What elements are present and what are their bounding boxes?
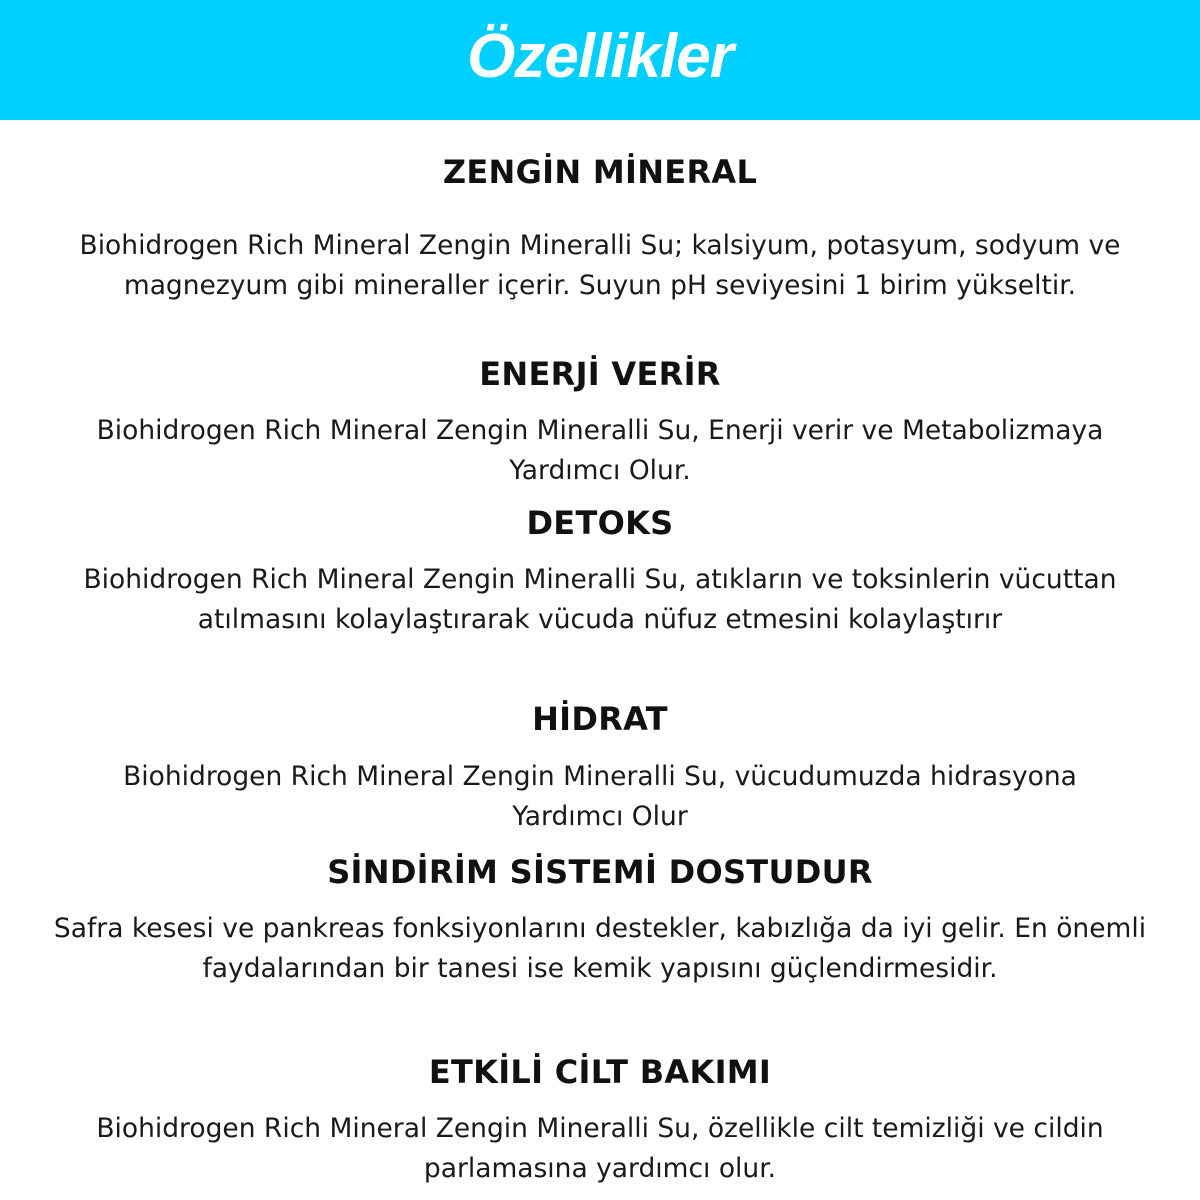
section-text-line: faydalarından bir tanesi ise kemik yapısını güçlendirmesidir.	[202, 953, 998, 984]
section-text-line: Biohidrogen Rich Mineral Zengin Mineralli Su, atıkların ve toksinlerin vücuttan	[83, 564, 1117, 595]
section-text-line: Biohidrogen Rich Mineral Zengin Mineralli Su, özellikle cilt temizliği ve cildin	[96, 1113, 1104, 1144]
page-title: Özellikler	[467, 22, 733, 91]
section-text-line: atılmasını kolaylaştırarak vücuda nüfuz etmesini kolaylaştırır	[197, 604, 1003, 635]
section-text-rich-mineral	[10, 226, 1190, 306]
section-text-skin-care	[10, 1109, 1190, 1189]
section-text-line: magnezyum gibi mineraller içerir. Suyun pH seviyesini 1 birim yükseltir.	[123, 270, 1077, 301]
section-text-line: Yardımcı Olur	[512, 801, 688, 832]
section-heading-hydrate: HİDRAT	[532, 700, 668, 738]
section-text-line: parlamasına yardımcı olur.	[423, 1153, 777, 1184]
section-heading-energy: ENERJİ VERİR	[479, 355, 721, 393]
section-text-line: Biohidrogen Rich Mineral Zengin Mineralli Su, Enerji verir ve Metabolizmaya	[96, 415, 1104, 446]
section-text-line: Biohidrogen Rich Mineral Zengin Mineralli Su, vücudumuzda hidrasyona	[123, 761, 1077, 792]
section-heading-digestion: SİNDİRİM SİSTEMİ DOSTUDUR	[327, 853, 873, 891]
section-heading-detox: DETOKS	[526, 504, 674, 542]
section-text-line: Biohidrogen Rich Mineral Zengin Mineralli Su; kalsiyum, potasyum, sodyum ve	[79, 230, 1121, 261]
section-heading-skin-care: ETKİLİ CİLT BAKIMI	[428, 1053, 772, 1091]
section-text-detox	[10, 560, 1190, 640]
section-text-energy	[10, 411, 1190, 491]
section-text-line: Safra kesesi ve pankreas fonksiyonlarını destekler, kabızlığa da iyi gelir. En önemli	[53, 913, 1147, 944]
section-text-hydrate	[10, 757, 1190, 837]
section-heading-rich-mineral: ZENGİN MİNERAL	[442, 153, 758, 191]
section-text-line: Yardımcı Olur.	[509, 455, 691, 486]
section-text-digestion	[10, 909, 1190, 989]
header-banner	[0, 0, 1200, 120]
